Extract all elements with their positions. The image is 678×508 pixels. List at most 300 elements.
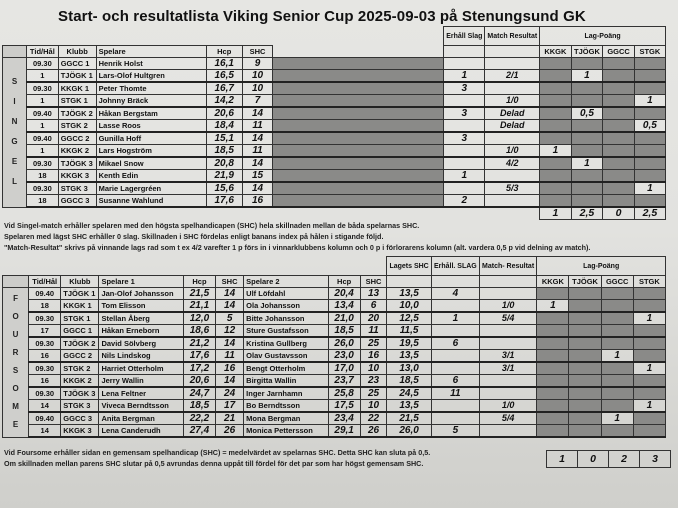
side-letter: I <box>13 97 16 107</box>
points-cell: 1 <box>634 95 665 108</box>
points-cell <box>571 145 603 158</box>
tid-cell: 09.40 <box>29 412 61 425</box>
foursome-total-stgk: 3 <box>640 451 671 468</box>
shc2-cell: 11 <box>360 325 387 338</box>
player1-cell: David Sölvberg <box>99 337 183 350</box>
player2-cell: Bengt Otterholm <box>244 362 328 375</box>
erhall-cell: 3 <box>444 107 485 120</box>
singel-header-match: Match Resultat <box>485 27 540 46</box>
blank-cell <box>273 132 444 145</box>
match-cell <box>479 288 536 300</box>
tid-cell: 09.40 <box>27 132 59 145</box>
erhall-cell <box>431 350 479 363</box>
player-cell: Gunilla Hoff <box>96 132 206 145</box>
singel-note-1: Vid Singel-match erhåller spelaren med den högsta spelhandicapen (SHC) hela skillnaden mellan de båda spelarnas SHC. <box>4 221 420 230</box>
match-cell <box>479 375 536 388</box>
klubb-cell: KKGK 1 <box>61 300 99 313</box>
hcp2-cell: 21,0 <box>328 312 360 325</box>
klubb-cell: STGK 3 <box>61 400 99 413</box>
points-cell <box>603 107 634 120</box>
singel-total-tjogk: 2,5 <box>571 207 603 220</box>
tid-cell: 09.30 <box>29 387 61 400</box>
points-cell <box>571 182 603 195</box>
player2-cell: Ulf Löfdahl <box>244 288 328 300</box>
side-letter: E <box>11 157 18 167</box>
side-letter: F <box>13 294 18 304</box>
match-cell: Delad <box>485 107 540 120</box>
erhall-cell <box>444 58 485 70</box>
points-cell: 1 <box>540 145 571 158</box>
table-row <box>3 95 666 108</box>
singel-total-kkgk: 1 <box>540 207 571 220</box>
points-cell <box>540 170 571 183</box>
shc2-cell: 20 <box>360 312 387 325</box>
table-row <box>3 170 666 183</box>
points-cell <box>569 400 601 413</box>
player1-cell: Jerry Wallin <box>99 375 183 388</box>
player2-cell: Sture Gustafsson <box>244 325 328 338</box>
shc2-cell: 22 <box>360 412 387 425</box>
points-cell <box>540 107 571 120</box>
shc1-cell: 21 <box>216 412 244 425</box>
table-row <box>3 337 666 350</box>
erhall-cell: 1 <box>444 170 485 183</box>
shc2-cell: 25 <box>360 337 387 350</box>
side-letter: U <box>12 330 19 340</box>
klubb-cell: GGCC 2 <box>61 350 99 363</box>
player1-cell: Lena Canderudh <box>99 425 183 438</box>
shc1-cell: 14 <box>216 288 244 300</box>
shc-cell: 14 <box>242 182 273 195</box>
match-cell <box>485 170 540 183</box>
klubb-cell: GGCC 1 <box>61 325 99 338</box>
blank-cell <box>273 145 444 158</box>
foursome-header-lagets: Lagets SHC <box>387 257 432 276</box>
points-cell <box>603 70 634 83</box>
klubb-cell: TJÖGK 3 <box>61 387 99 400</box>
foursome-club-kkgk: KKGK <box>537 276 569 288</box>
lagets-shc-cell: 10,0 <box>387 300 432 313</box>
erhall-cell: 11 <box>431 387 479 400</box>
points-cell <box>633 300 665 313</box>
points-cell <box>537 425 569 438</box>
player-cell: Kenth Edin <box>96 170 206 183</box>
klubb-cell: GGCC 3 <box>58 195 96 208</box>
points-cell <box>601 312 633 325</box>
side-letter: O <box>12 384 19 394</box>
player-cell: Marie Lagergréen <box>96 182 206 195</box>
points-cell <box>569 425 601 438</box>
hcp1-cell: 18,6 <box>183 325 215 338</box>
points-cell <box>634 195 665 208</box>
lagets-shc-cell: 11,5 <box>387 325 432 338</box>
lagets-shc-cell: 24,5 <box>387 387 432 400</box>
shc2-cell: 25 <box>360 387 387 400</box>
hcp1-cell: 17,2 <box>183 362 215 375</box>
klubb-cell: STGK 1 <box>61 312 99 325</box>
points-cell <box>601 288 633 300</box>
points-cell <box>537 288 569 300</box>
singel-club-ggcc: GGCC <box>603 46 634 58</box>
points-cell <box>537 362 569 375</box>
player-cell: Peter Thomte <box>96 82 206 95</box>
blank-cell <box>273 157 444 170</box>
tid-cell: 09.30 <box>27 58 59 70</box>
player-cell: Lars Hogström <box>96 145 206 158</box>
points-cell: 1 <box>537 300 569 313</box>
table-row <box>3 300 666 313</box>
hcp1-cell: 24,7 <box>183 387 215 400</box>
klubb-cell: TJÖGK 1 <box>61 288 99 300</box>
erhall-cell: 1 <box>444 70 485 83</box>
points-cell <box>601 387 633 400</box>
match-cell: 5/4 <box>479 412 536 425</box>
tid-cell: 1 <box>27 70 59 83</box>
tid-cell: 18 <box>27 170 59 183</box>
erhall-cell <box>431 300 479 313</box>
points-cell <box>569 362 601 375</box>
points-cell: 0,5 <box>571 107 603 120</box>
singel-total-ggcc: 0 <box>603 207 634 220</box>
points-cell <box>571 82 603 95</box>
foursome-header-shc1: SHC <box>216 276 244 288</box>
points-cell <box>634 145 665 158</box>
match-cell <box>479 325 536 338</box>
player2-cell: Kristina Gullberg <box>244 337 328 350</box>
erhall-cell: 1 <box>431 312 479 325</box>
shc2-cell: 10 <box>360 400 387 413</box>
player1-cell: Viveca Berndtsson <box>99 400 183 413</box>
foursome-header-spelare1: Spelare 1 <box>99 276 183 288</box>
player2-cell: Bitte Johansson <box>244 312 328 325</box>
blank-cell <box>273 70 444 83</box>
tid-cell: 17 <box>29 325 61 338</box>
shc-cell: 7 <box>242 95 273 108</box>
tid-cell: 09.30 <box>29 312 61 325</box>
player2-cell: Olav Gustavsson <box>244 350 328 363</box>
tid-cell: 16 <box>29 375 61 388</box>
player-cell: Håkan Bergstam <box>96 107 206 120</box>
blank-cell <box>273 120 444 133</box>
singel-header-lagpoang: Lag-Poäng <box>540 27 666 46</box>
match-cell: 1/0 <box>485 95 540 108</box>
side-letter: R <box>12 348 19 358</box>
tid-cell: 16 <box>29 350 61 363</box>
shc1-cell: 14 <box>216 300 244 313</box>
singel-note-2: Spelaren med lägst SHC erhåller 0 slag. Skillnaden i SHC fördelas enligt banans index på hålen i stigande följd. <box>4 232 384 241</box>
match-cell: 1/0 <box>485 145 540 158</box>
points-cell <box>603 82 634 95</box>
foursome-header-hcp2: Hcp <box>328 276 360 288</box>
points-cell: 1 <box>634 182 665 195</box>
hcp2-cell: 23,0 <box>328 350 360 363</box>
table-row <box>3 70 666 83</box>
singel-header-erhall: Erhåll Slag <box>444 27 485 46</box>
side-letter: E <box>12 420 19 430</box>
points-cell <box>569 288 601 300</box>
klubb-cell: GGCC 3 <box>61 412 99 425</box>
tid-cell: 09.30 <box>27 157 59 170</box>
foursome-club-tjogk: TJÖGK <box>569 276 601 288</box>
shc2-cell: 10 <box>360 362 387 375</box>
foursome-club-stgk: STGK <box>633 276 665 288</box>
match-cell: Delad <box>485 120 540 133</box>
match-cell <box>479 425 536 438</box>
hcp2-cell: 26,0 <box>328 337 360 350</box>
points-cell <box>537 350 569 363</box>
foursome-header-tid: Tid/Hål <box>29 276 61 288</box>
table-row <box>3 132 666 145</box>
foursome-header-hcp1: Hcp <box>183 276 215 288</box>
match-cell <box>479 337 536 350</box>
side-letter: G <box>11 137 18 147</box>
player2-cell: Ola Johansson <box>244 300 328 313</box>
points-cell <box>537 375 569 388</box>
klubb-cell: STGK 1 <box>58 95 96 108</box>
points-cell <box>569 375 601 388</box>
foursome-total-ggcc: 2 <box>609 451 640 468</box>
hcp-cell: 16,5 <box>206 70 242 83</box>
erhall-cell <box>444 145 485 158</box>
points-cell <box>603 120 634 133</box>
hcp1-cell: 21,2 <box>183 337 215 350</box>
match-cell <box>485 58 540 70</box>
points-cell <box>603 95 634 108</box>
page-title: Start- och resultatlista Viking Senior Cup 2025-09-03 på Stenungsund GK <box>58 8 586 25</box>
points-cell <box>571 58 603 70</box>
singel-header-tid: Tid/Hål <box>27 46 59 58</box>
klubb-cell: STGK 2 <box>58 120 96 133</box>
erhall-cell: 5 <box>431 425 479 438</box>
side-letter: S <box>11 77 18 87</box>
tid-cell: 09.30 <box>27 82 59 95</box>
singel-club-kkgk: KKGK <box>540 46 571 58</box>
table-row <box>3 195 666 208</box>
points-cell <box>537 412 569 425</box>
hcp1-cell: 12,0 <box>183 312 215 325</box>
player1-cell: Nils Lindskog <box>99 350 183 363</box>
table-row <box>3 425 666 438</box>
erhall-cell: 2 <box>444 195 485 208</box>
points-cell <box>540 182 571 195</box>
match-cell: 2/1 <box>485 70 540 83</box>
points-cell <box>603 157 634 170</box>
match-cell: 4/2 <box>485 157 540 170</box>
shc1-cell: 17 <box>216 400 244 413</box>
points-cell <box>634 107 665 120</box>
blank-cell <box>273 95 444 108</box>
player2-cell: Mona Bergman <box>244 412 328 425</box>
shc1-cell: 12 <box>216 325 244 338</box>
shc1-cell: 14 <box>216 337 244 350</box>
hcp1-cell: 27,4 <box>183 425 215 438</box>
table-row <box>3 82 666 95</box>
erhall-cell <box>431 412 479 425</box>
table-row <box>3 362 666 375</box>
points-cell <box>540 70 571 83</box>
hcp-cell: 15,1 <box>206 132 242 145</box>
hcp-cell: 18,5 <box>206 145 242 158</box>
player-cell: Lars-Olof Hultgren <box>96 70 206 83</box>
table-row <box>3 350 666 363</box>
points-cell <box>569 300 601 313</box>
foursome-totals <box>546 450 671 468</box>
player1-cell: Håkan Erneborn <box>99 325 183 338</box>
hcp-cell: 14,2 <box>206 95 242 108</box>
shc-cell: 15 <box>242 170 273 183</box>
hcp-cell: 18,4 <box>206 120 242 133</box>
blank-cell <box>273 182 444 195</box>
lagets-shc-cell: 13,0 <box>387 362 432 375</box>
hcp2-cell: 17,5 <box>328 400 360 413</box>
points-cell <box>633 375 665 388</box>
points-cell <box>569 350 601 363</box>
points-cell <box>540 120 571 133</box>
singel-club-tjogk: TJÖGK <box>571 46 603 58</box>
hcp2-cell: 18,5 <box>328 325 360 338</box>
klubb-cell: STGK 2 <box>61 362 99 375</box>
shc1-cell: 16 <box>216 362 244 375</box>
singel-club-stgk: STGK <box>634 46 665 58</box>
hcp1-cell: 21,1 <box>183 300 215 313</box>
points-cell <box>633 350 665 363</box>
foursome-header-match: Match- Resultat <box>479 257 536 276</box>
singel-side-label <box>3 58 27 208</box>
match-cell <box>485 195 540 208</box>
points-cell <box>571 95 603 108</box>
player1-cell: Anita Bergman <box>99 412 183 425</box>
table-row <box>3 145 666 158</box>
player-cell: Henrik Holst <box>96 58 206 70</box>
foursome-header-spelare2: Spelare 2 <box>244 276 328 288</box>
points-cell: 1 <box>601 412 633 425</box>
hcp1-cell: 21,5 <box>183 288 215 300</box>
klubb-cell: KKGK 2 <box>58 145 96 158</box>
singel-header-klubb: Klubb <box>58 46 96 58</box>
erhall-cell <box>444 157 485 170</box>
tid-cell: 18 <box>29 300 61 313</box>
table-row <box>3 312 666 325</box>
player2-cell: Monica Pettersson <box>244 425 328 438</box>
points-cell <box>537 337 569 350</box>
hcp-cell: 16,7 <box>206 82 242 95</box>
points-cell <box>601 375 633 388</box>
match-cell: 1/0 <box>479 400 536 413</box>
singel-header-shc: SHC <box>242 46 273 58</box>
shc2-cell: 23 <box>360 375 387 388</box>
erhall-cell: 6 <box>431 375 479 388</box>
points-cell <box>569 337 601 350</box>
foursome-header-erhall: Erhåll. SLAG <box>431 257 479 276</box>
points-cell <box>634 58 665 70</box>
erhall-cell: 6 <box>431 337 479 350</box>
tid-cell: 09.30 <box>27 182 59 195</box>
lagets-shc-cell: 21,5 <box>387 412 432 425</box>
points-cell <box>540 195 571 208</box>
foursome-header-lagpoang: Lag-Poäng <box>537 257 666 276</box>
points-cell <box>601 362 633 375</box>
player1-cell: Lena Feltner <box>99 387 183 400</box>
points-cell <box>603 145 634 158</box>
points-cell <box>537 325 569 338</box>
points-cell <box>540 58 571 70</box>
points-cell <box>634 132 665 145</box>
table-row <box>3 412 666 425</box>
shc-cell: 10 <box>242 70 273 83</box>
blank-cell <box>273 170 444 183</box>
points-cell <box>569 312 601 325</box>
shc-cell: 9 <box>242 58 273 70</box>
points-cell: 1 <box>571 157 603 170</box>
points-cell <box>569 387 601 400</box>
table-row <box>3 182 666 195</box>
points-cell <box>603 58 634 70</box>
lagets-shc-cell: 13,5 <box>387 350 432 363</box>
match-cell: 1/0 <box>479 300 536 313</box>
points-cell <box>601 337 633 350</box>
tid-cell: 18 <box>27 195 59 208</box>
table-row <box>3 375 666 388</box>
match-cell: 3/1 <box>479 362 536 375</box>
hcp2-cell: 25,8 <box>328 387 360 400</box>
points-cell <box>601 425 633 438</box>
shc-cell: 16 <box>242 195 273 208</box>
erhall-cell: 3 <box>444 82 485 95</box>
points-cell <box>571 170 603 183</box>
points-cell <box>571 195 603 208</box>
points-cell <box>603 195 634 208</box>
points-cell <box>569 412 601 425</box>
points-cell: 1 <box>633 400 665 413</box>
erhall-cell <box>444 182 485 195</box>
points-cell <box>633 288 665 300</box>
foursome-total-tjogk: 0 <box>578 451 609 468</box>
match-cell <box>485 82 540 95</box>
shc1-cell: 26 <box>216 425 244 438</box>
hcp-cell: 20,6 <box>206 107 242 120</box>
klubb-cell: KKGK 3 <box>61 425 99 438</box>
tid-cell: 09.30 <box>29 362 61 375</box>
klubb-cell: TJÖGK 1 <box>58 70 96 83</box>
foursome-club-ggcc: GGCC <box>601 276 633 288</box>
klubb-cell: GGCC 1 <box>58 58 96 70</box>
lagets-shc-cell: 19,5 <box>387 337 432 350</box>
points-cell <box>633 325 665 338</box>
klubb-cell: GGCC 2 <box>58 132 96 145</box>
hcp2-cell: 23,4 <box>328 412 360 425</box>
points-cell <box>537 400 569 413</box>
foursome-side-label <box>3 288 29 438</box>
points-cell <box>540 82 571 95</box>
points-cell <box>569 325 601 338</box>
points-cell <box>540 95 571 108</box>
points-cell: 1 <box>571 70 603 83</box>
erhall-cell <box>431 362 479 375</box>
shc-cell: 14 <box>242 157 273 170</box>
klubb-cell: KKGK 2 <box>61 375 99 388</box>
table-row <box>3 58 666 70</box>
points-cell: 0,5 <box>634 120 665 133</box>
side-letter: O <box>12 312 19 322</box>
points-cell <box>571 120 603 133</box>
tid-cell: 09.40 <box>27 107 59 120</box>
blank-cell <box>273 58 444 70</box>
foursome-note-2: Om skillnaden mellan parens SHC slutar på 0,5 avrundas denna uppåt till fördel för det par som har högst gemensam SHC. <box>4 459 424 468</box>
singel-header-spelare: Spelare <box>96 46 206 58</box>
table-row <box>3 400 666 413</box>
shc2-cell: 26 <box>360 425 387 438</box>
klubb-cell: KKGK 1 <box>58 82 96 95</box>
